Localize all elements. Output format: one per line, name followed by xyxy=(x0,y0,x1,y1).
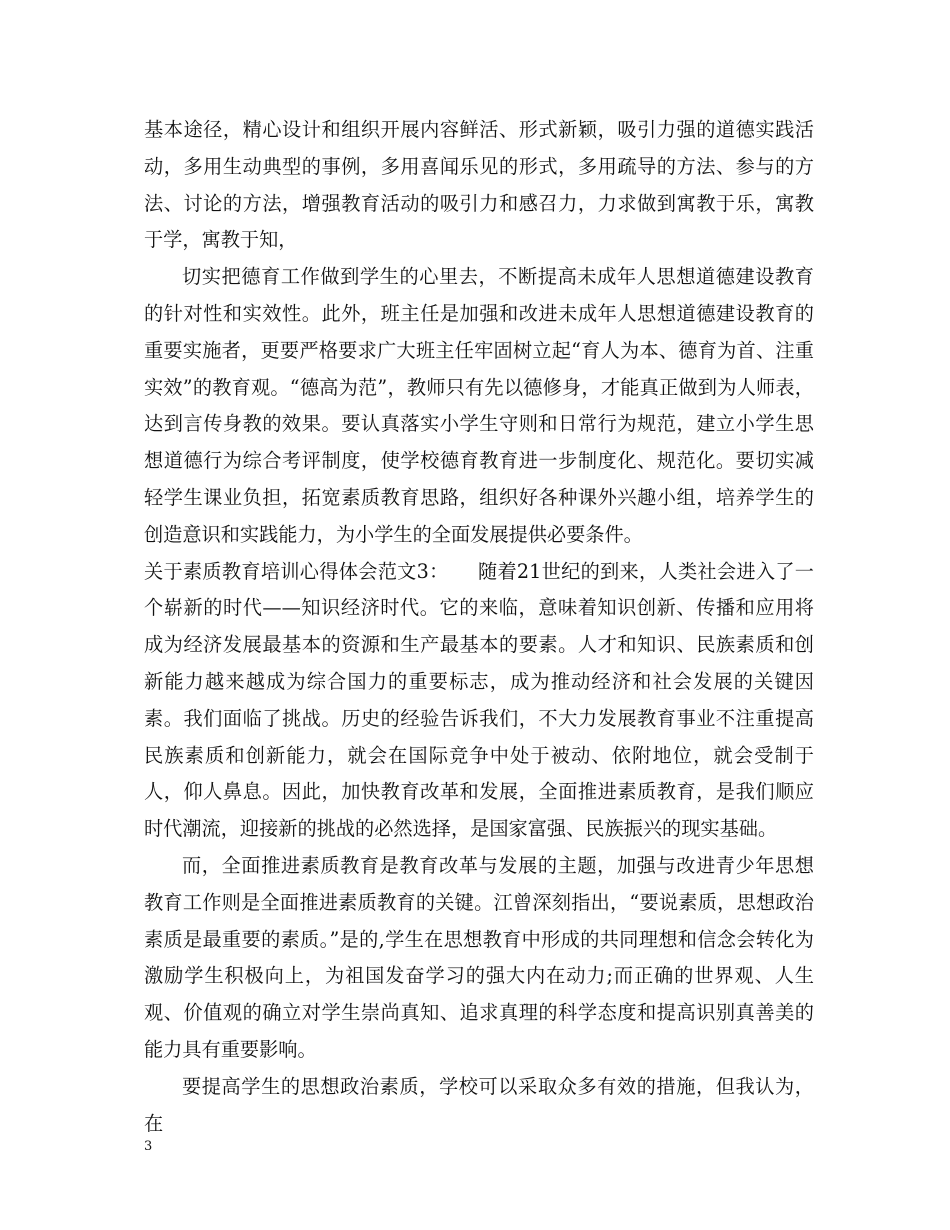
paragraph-5: 要提高学生的思想政治素质，学校可以采取众多有效的措施，但我认为，在 xyxy=(144,1074,814,1135)
paragraph-3: 关于素质教育培训心得体会范文3： 随着21世纪的到来，人类社会进入了一个崭新的时代——知识经济时代。它的来临，意味着知识创新、传播和应用将成为经济发展最基本的资源和生产最基本的要素。人才和知识、民族素质和创新能力越来越成为综合国力的重要标志，成为推动经济和社会发展的关键因素。我们面临了挑战。历史的经验告诉我们，不大力发展教育事业不注重提高民族素质和创新能力，就会在国际竞争中处于被动、依附地位，就会受制于人，仰人鼻息。因此，加快教育改革和发展，全面推进素质教育，是我们顺应时代潮流，迎接新的挑战的必然选择，是国家富强、民族振兴的现实基础。 xyxy=(144,559,814,841)
document-body xyxy=(144,112,814,1142)
page-number: 3 xyxy=(144,1139,153,1154)
paragraph-4: 而，全面推进素质教育是教育改革与发展的主题，加强与改进青少年思想教育工作则是全面推进素质教育的关键。江曾深刻指出，“要说素质，思想政治素质是最重要的素质。”是的,学生在思想教育中形成的共同理想和信念会转化为激励学生积极向上，为祖国发奋学习的强大内在动力;而正确的世界观、人生观、价值观的确立对学生崇尚真知、追求真理的科学态度和提高识别真善美的能力具有重要影响。 xyxy=(144,853,814,1061)
paragraph-2: 切实把德育工作做到学生的心里去，不断提高未成年人思想道德建设教育的针对性和实效性。此外，班主任是加强和改进未成年人思想道德建设教育的重要实施者，更要严格要求广大班主任牢固树立起“育人为本、德育为首、注重实效”的教育观。“德高为范”，教师只有先以德修身，才能真正做到为人师表，达到言传身教的效果。要认真落实小学生守则和日常行为规范，建立小学生思想道德行为综合考评制度，使学校德育教育进一步制度化、规范化。要切实减轻学生课业负担，拓宽素质教育思路，组织好各种课外兴趣小组，培养学生的创造意识和实践能力，为小学生的全面发展提供必要条件。 xyxy=(144,265,814,546)
paragraph-1: 基本途径，精心设计和组织开展内容鲜活、形式新颖，吸引力强的道德实践活动，多用生动典型的事例，多用喜闻乐见的形式，多用疏导的方法、参与的方法、讨论的方法，增强教育活动的吸引力和感召力，力求做到寓教于乐，寓教于学，寓教于知， xyxy=(144,118,814,252)
